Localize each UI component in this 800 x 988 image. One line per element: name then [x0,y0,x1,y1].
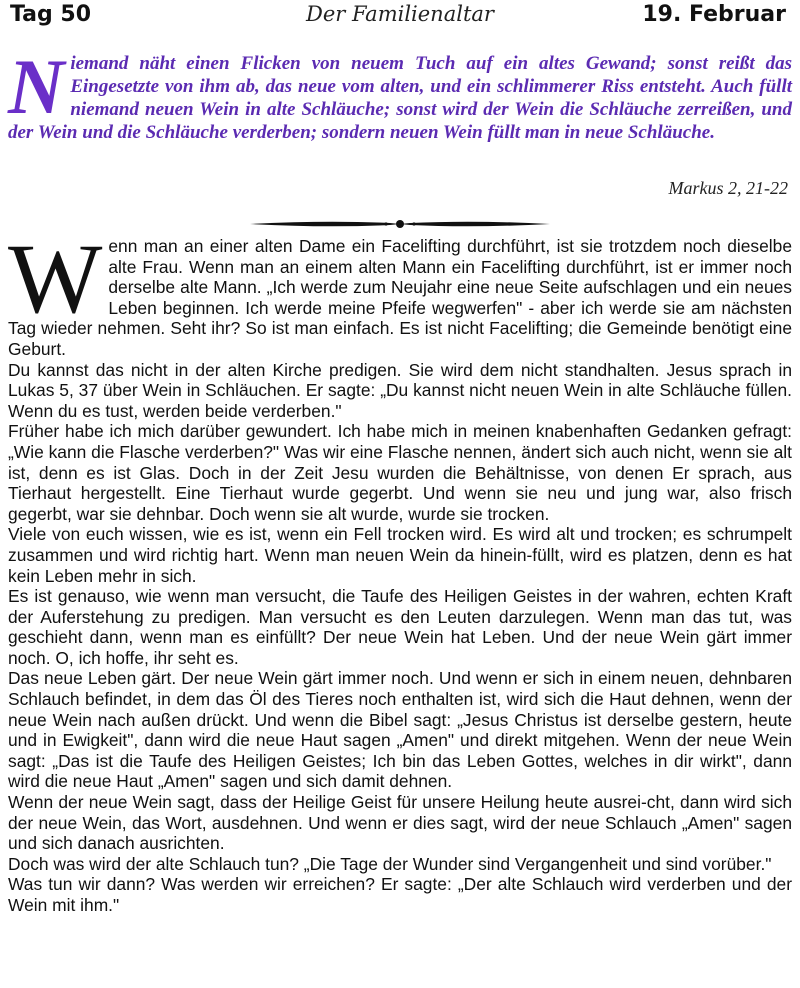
page-header [0,0,800,40]
body-dropcap: W [8,223,103,334]
paragraph: Es ist genauso, wie wenn man versucht, die Taufe des Heiligen Geistes in der wahren, echten Kraft der Auferstehung zu predigen. Man versucht es den Leuten darzulegen. Wenn man das tut, was geschieht dann, wenn man es einfüllt? Der neue Wein hat Leben. Und der neue Wein gärt immer noch. O, ich hoffe, ihr seht es. [8,586,792,668]
paragraph: Wenn der neue Wein sagt, dass der Heilige Geist für unsere Heilung heute ausrei-cht, dann wird sich der neue Wein, das Wort, ausdehnen. Und wenn er dies sagt, wird der neue Schlauch „Amen" sagen und sich danach ausrichten. [8,792,792,854]
paragraph: Du kannst das nicht in der alten Kirche predigen. Sie wird dem nicht standhalten. Jesus sprach in Lukas 5, 37 über Wein in Schläuchen. Er sagte: „Du kannst nicht neuen Wein in alte Schläuche füllen. Wenn du es tust, werden beide verderben." [8,359,792,421]
day-label: Tag 50 [10,2,92,27]
verse-initial: N [8,43,65,130]
paragraph: Das neue Leben gärt. Der neue Wein gärt immer noch. Und wenn er sich in einem neuen, dehnbaren Schlauch befindet, in dem das Öl des Tieres noch enthalten ist, wird sich die Haut dehnen, wenn der neue Wein nach außen drückt. Und wenn die Bibel sagt: „Jesus Christus ist derselbe gestern, heute und in Ewigkeit", dann wird die neue Haut sagen „Amen" und direkt mitgehen. Wenn der neue Wein sagt: „Das ist die Taufe des Heiligen Geistes; Ich bin das Leben Gottes, welches in dir wirkt", dann wird die neue Haut „Amen" sagen und sich damit dehnen. [8,668,792,792]
paragraph: Doch was wird der alte Schlauch tun? „Die Tage der Wunder sind Vergangenheit und sind vorüber." [8,853,772,874]
date-label: 19. Februar [642,2,786,27]
verse-reference: Markus 2, 21-22 [668,178,788,198]
paragraph: Was tun wir dann? Was werden wir erreichen? Er sagte: „Der alte Schlauch wird verderben und der Wein mit ihm." [8,874,792,915]
verse-text: iemand näht einen Flicken von neuem Tuch auf ein altes Gewand; sonst reißt das Eingesetzte von ihm ab, das neue vom alten, und ein schlimmerer Riss entsteht. Auch füllt niemand neuen Wein in alte Schläuche; sonst wird der Wein die Schläuche zerreißen, und der Wein und die Schläuche verderben; sondern neuen Wein füllt man in neue Schläuche. [8,53,792,143]
devotional-body [8,223,792,916]
book-title: Der Familienaltar [306,2,494,26]
scripture-verse [8,43,792,144]
paragraph: Früher habe ich mich darüber gewundert. Ich habe mich in meinen knabenhaften Gedanken gefragt: „Wie kann die Flasche verderben?" Was wir eine Flasche nennen, ändert sich auch nicht, wenn sie alt ist, denn es ist Glas. Doch in der Zeit Jesu wurden die Behältnisse, von denen Er sprach, aus Tierhaut hergestellt. Eine Tierhaut wurde gegerbt. Und wenn sie neu und jung war, also frisch gegerbt, war sie dehnbar. Doch wenn sie alt wurde, wurde sie trocken. [8,421,792,524]
paragraph: enn man an einer alten Dame ein Facelifting durchführt, ist sie trotzdem noch dieselbe alte Frau. Wenn man an einem alten Mann ein Facelifting durchführt, ist er immer noch derselbe alte Mann. „Ich werde zum Neujahr eine neue Seite aufschlagen und ein neues Leben beginnen. Ich werde meine Pfeife wegwerfen" - aber ich werde sie am nächsten Tag wieder nehmen. Seht ihr? So ist man einfach. Es ist nicht Facelifting; die Gemeinde benötigt eine Geburt. [8,236,792,359]
paragraph: Viele von euch wissen, wie es ist, wenn ein Fell trocken wird. Es wird alt und trocken; es schrumpelt zusammen und wird richtig hart. Wenn man neuen Wein da hinein-füllt, wird es platzen, denn es hat kein Leben mehr in sich. [8,524,792,586]
ornament-divider-icon [250,214,550,234]
